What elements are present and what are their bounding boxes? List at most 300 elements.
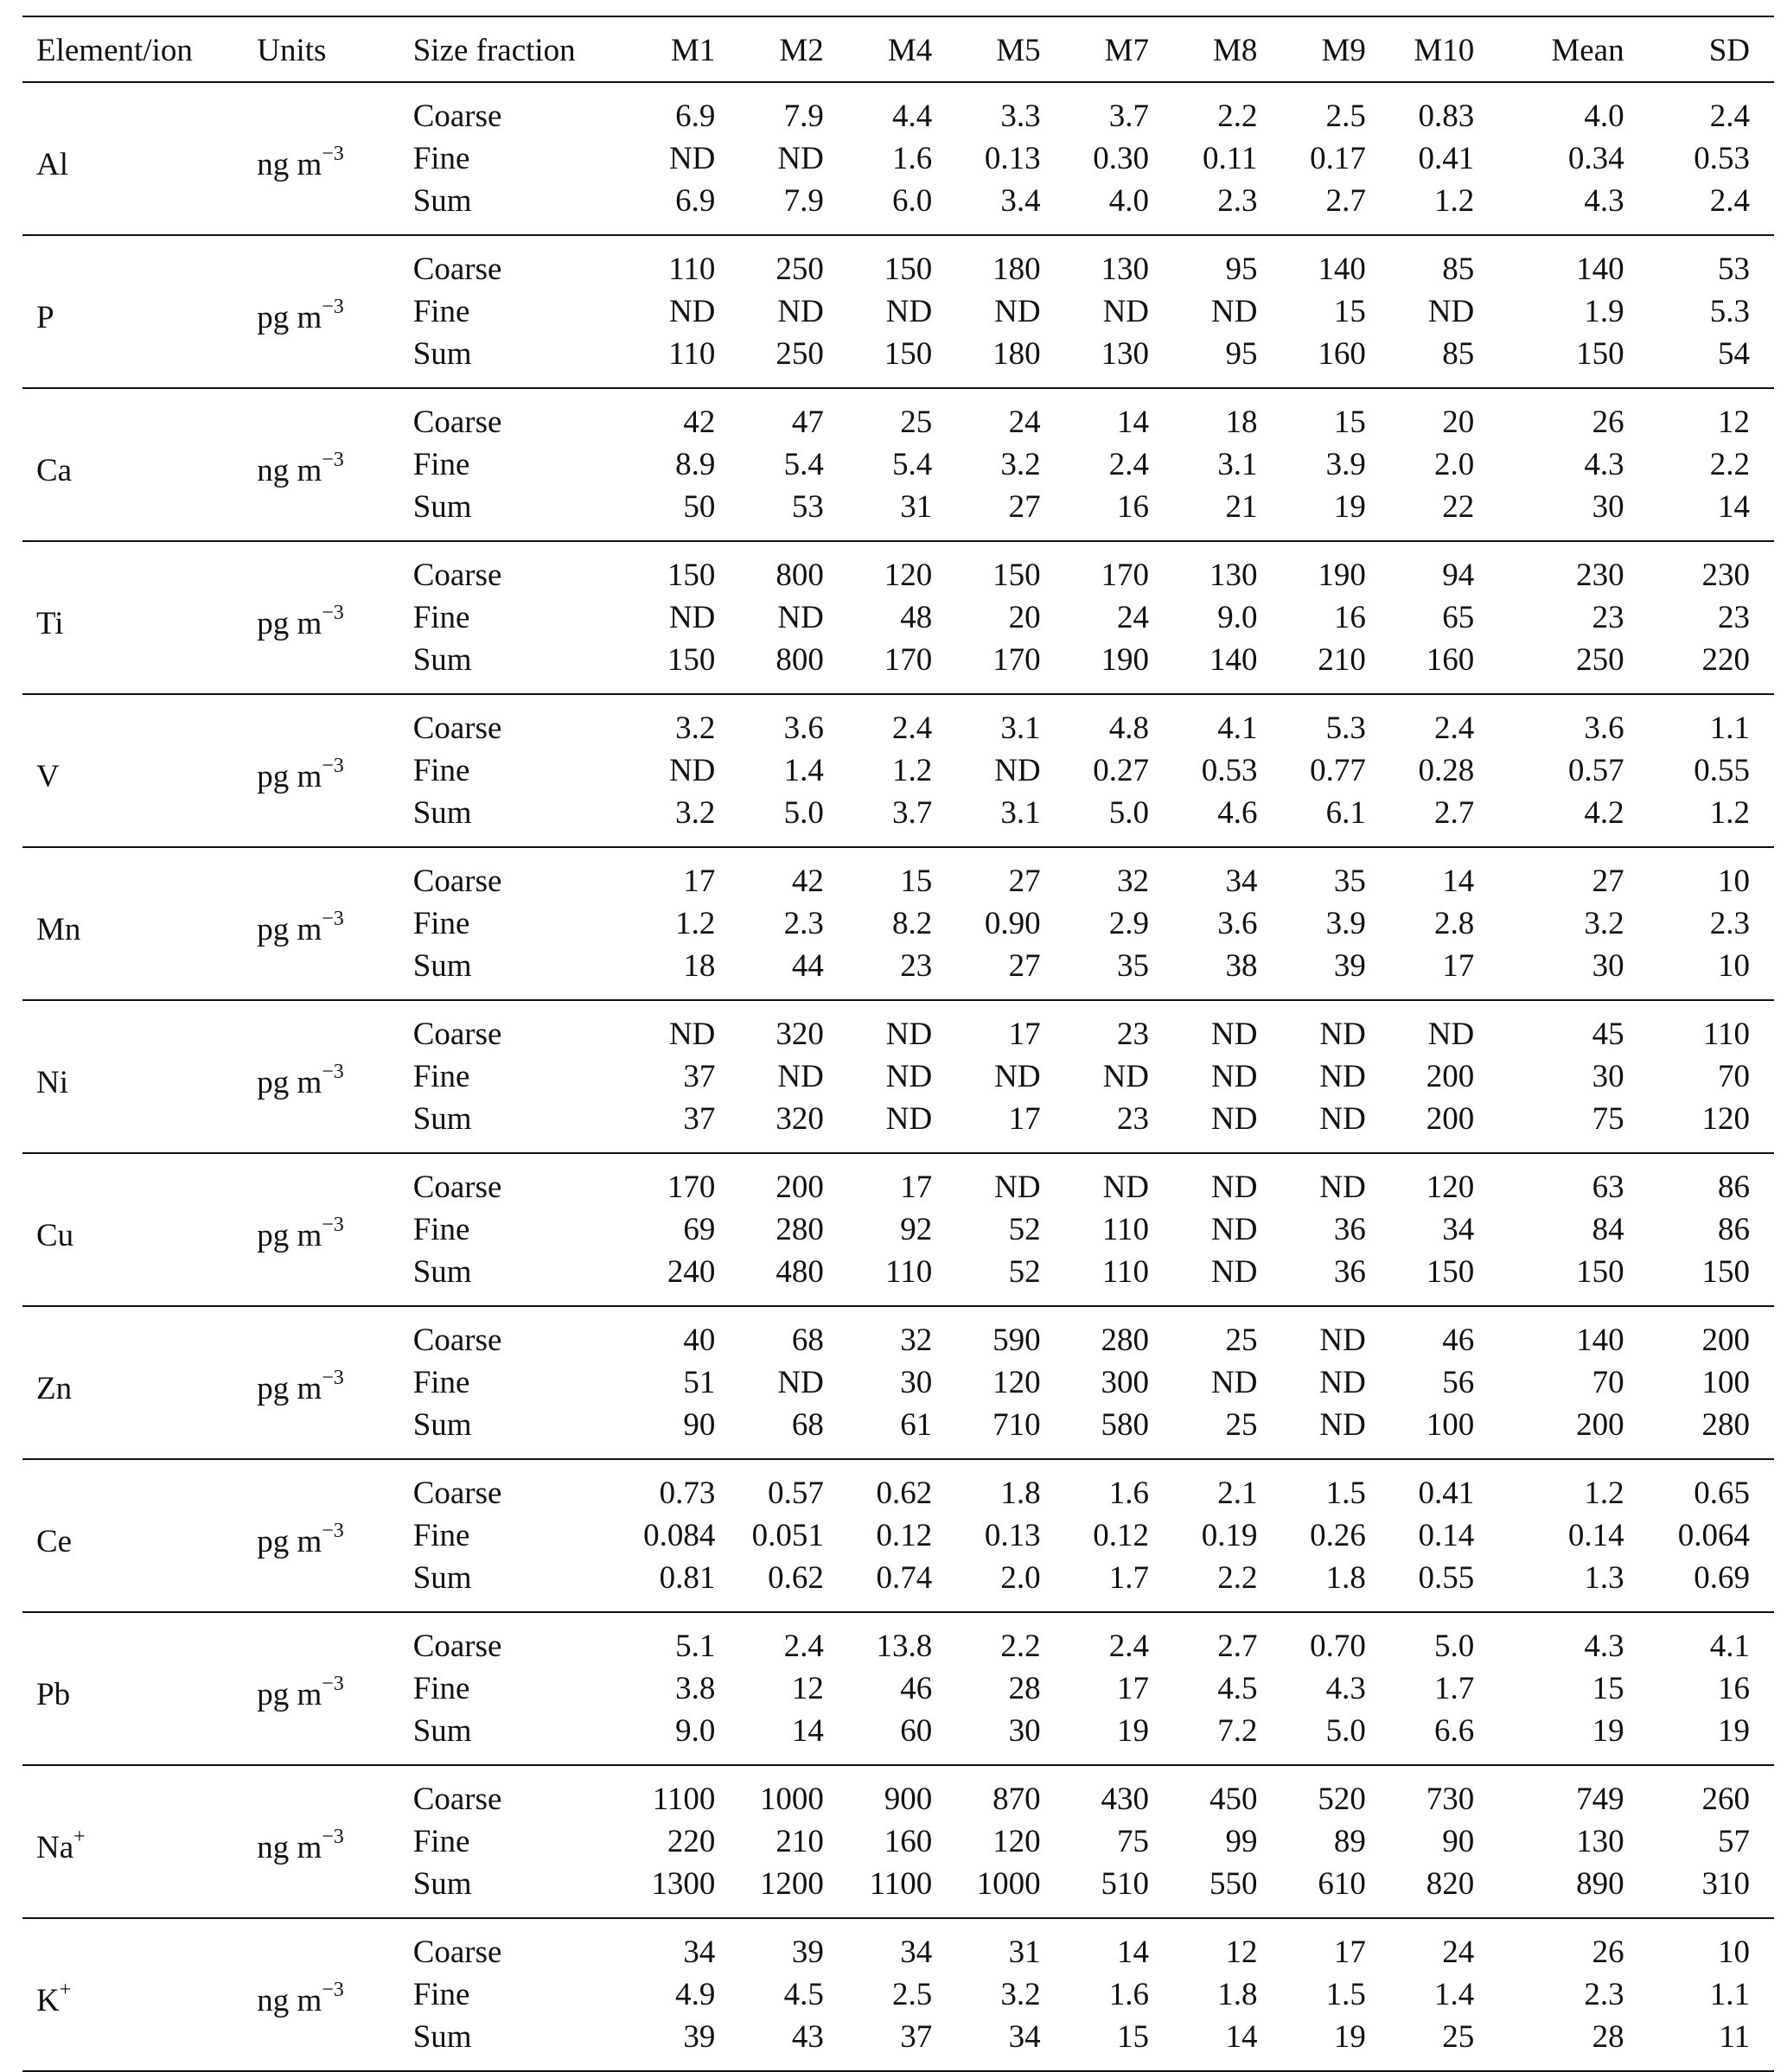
value-cell: 2.2 bbox=[1709, 447, 1750, 482]
value-cell: 23 bbox=[900, 948, 933, 984]
value-cell: 130 bbox=[1101, 336, 1150, 372]
value-cell: ND bbox=[994, 1170, 1041, 1205]
value-cell: 3.3 bbox=[1000, 99, 1041, 134]
value-cell: 2.4 bbox=[1108, 1629, 1150, 1664]
value-cell: ND bbox=[1319, 1365, 1366, 1400]
value-cell: 0.19 bbox=[1201, 1518, 1258, 1553]
value-cell: 27 bbox=[1008, 489, 1041, 525]
value-cell: 24 bbox=[1008, 405, 1041, 440]
value-cell: 34 bbox=[1225, 864, 1258, 899]
value-cell: 2.0 bbox=[1000, 1560, 1041, 1596]
value-cell: 37 bbox=[683, 1059, 716, 1094]
value-cell: 2.2 bbox=[1000, 1629, 1041, 1664]
value-cell: 6.9 bbox=[675, 183, 716, 219]
element-name: P bbox=[36, 300, 54, 335]
table-row bbox=[22, 1765, 1774, 1820]
value-cell: ND bbox=[1102, 294, 1150, 329]
value-cell: 4.3 bbox=[1325, 1671, 1366, 1706]
value-cell: ND bbox=[668, 600, 716, 635]
value-cell: 480 bbox=[775, 1254, 824, 1290]
value-cell: 5.3 bbox=[1709, 294, 1750, 329]
size-fraction-cell: Coarse bbox=[412, 1323, 502, 1358]
value-cell: 4.3 bbox=[1584, 1629, 1624, 1664]
value-cell: 17 bbox=[1008, 1101, 1041, 1137]
value-cell: ND bbox=[1210, 1212, 1258, 1247]
value-cell: 1.6 bbox=[1108, 1977, 1150, 2012]
value-cell: 90 bbox=[683, 1407, 716, 1443]
size-fraction-cell: Fine bbox=[412, 447, 470, 482]
element-concentration-table bbox=[22, 16, 1774, 2072]
value-cell: 2.9 bbox=[1108, 906, 1150, 941]
value-cell: 15 bbox=[1117, 2019, 1150, 2055]
unit-label: pg $m^{-3}$ bbox=[257, 1519, 344, 1559]
value-cell: 11 bbox=[1719, 2019, 1750, 2055]
value-cell: 4.0 bbox=[1108, 183, 1150, 219]
size-fraction-cell: Coarse bbox=[412, 1782, 502, 1817]
value-cell: 0.62 bbox=[876, 1476, 933, 1511]
value-cell: 1.1 bbox=[1709, 1977, 1750, 2012]
value-cell: 25 bbox=[1225, 1323, 1258, 1358]
value-cell: 5.3 bbox=[1325, 711, 1366, 746]
table-row bbox=[22, 388, 1774, 443]
value-cell: ND bbox=[1427, 1017, 1475, 1052]
value-cell: ND bbox=[777, 1059, 824, 1094]
value-cell: 4.3 bbox=[1584, 183, 1624, 219]
size-fraction-cell: Sum bbox=[412, 336, 472, 372]
element-name: K+ bbox=[36, 1978, 72, 2018]
value-cell: 4.6 bbox=[1217, 795, 1258, 831]
value-cell: 0.13 bbox=[984, 1518, 1041, 1553]
value-cell: ND bbox=[1427, 294, 1475, 329]
value-cell: 10 bbox=[1718, 1935, 1750, 1970]
value-cell: 38 bbox=[1225, 948, 1258, 984]
value-cell: 63 bbox=[1592, 1170, 1624, 1205]
unit-label: ng $m^{-3}$ bbox=[257, 448, 344, 488]
value-cell: 0.41 bbox=[1418, 141, 1475, 176]
value-cell: 200 bbox=[1576, 1407, 1624, 1443]
value-cell: 19 bbox=[1333, 489, 1366, 525]
size-fraction-cell: Sum bbox=[412, 1101, 472, 1137]
value-cell: 24 bbox=[1117, 600, 1150, 635]
value-cell: 870 bbox=[992, 1782, 1041, 1817]
table-container bbox=[22, 16, 1774, 2072]
header-row bbox=[22, 16, 1774, 82]
value-cell: ND bbox=[1210, 1254, 1258, 1290]
value-cell: 56 bbox=[1442, 1365, 1475, 1400]
value-cell: 46 bbox=[1442, 1323, 1475, 1358]
value-cell: 320 bbox=[775, 1101, 824, 1137]
value-cell: 150 bbox=[992, 558, 1041, 593]
value-cell: 1.7 bbox=[1434, 1671, 1475, 1706]
value-cell: 220 bbox=[667, 1824, 716, 1859]
value-cell: 280 bbox=[775, 1212, 824, 1247]
element-name: Al bbox=[36, 147, 68, 182]
table-row bbox=[22, 1612, 1774, 1667]
value-cell: 20 bbox=[1008, 600, 1041, 635]
element-group bbox=[22, 847, 1774, 1000]
value-cell: 31 bbox=[900, 489, 933, 525]
value-cell: 1.8 bbox=[1325, 1560, 1366, 1596]
value-cell: 25 bbox=[1442, 2019, 1475, 2055]
value-cell: 230 bbox=[1576, 558, 1624, 593]
table-row bbox=[22, 82, 1774, 137]
value-cell: 120 bbox=[992, 1824, 1041, 1859]
header-m8: M8 bbox=[1213, 32, 1258, 68]
size-fraction-cell: Coarse bbox=[412, 558, 502, 593]
header-m2: M2 bbox=[779, 32, 824, 68]
value-cell: 890 bbox=[1576, 1866, 1624, 1902]
value-cell: 9.0 bbox=[1217, 600, 1258, 635]
header-units: Units bbox=[257, 32, 327, 68]
value-cell: 61 bbox=[900, 1407, 933, 1443]
value-cell: 68 bbox=[791, 1323, 824, 1358]
value-cell: 2.4 bbox=[783, 1629, 824, 1664]
value-cell: 15 bbox=[900, 864, 933, 899]
unit-label: ng $m^{-3}$ bbox=[257, 142, 344, 182]
value-cell: 140 bbox=[1576, 252, 1624, 287]
header-m10: M10 bbox=[1414, 32, 1475, 68]
value-cell: 50 bbox=[683, 489, 716, 525]
value-cell: 5.0 bbox=[1325, 1713, 1366, 1749]
value-cell: 150 bbox=[884, 252, 933, 287]
value-cell: 5.4 bbox=[783, 447, 824, 482]
value-cell: 2.2 bbox=[1217, 99, 1258, 134]
value-cell: 84 bbox=[1592, 1212, 1624, 1247]
value-cell: 0.55 bbox=[1694, 753, 1750, 788]
value-cell: 57 bbox=[1718, 1824, 1750, 1859]
table-row bbox=[22, 541, 1774, 596]
unit-label: ng $m^{-3}$ bbox=[257, 1825, 344, 1865]
value-cell: 0.14 bbox=[1418, 1518, 1475, 1553]
value-cell: 150 bbox=[1576, 1254, 1624, 1290]
value-cell: 19 bbox=[1333, 2019, 1366, 2055]
header-mean: Mean bbox=[1551, 32, 1624, 68]
value-cell: 1.8 bbox=[1217, 1977, 1258, 2012]
value-cell: 3.6 bbox=[1217, 906, 1258, 941]
value-cell: 0.28 bbox=[1418, 753, 1475, 788]
value-cell: ND bbox=[1102, 1170, 1150, 1205]
value-cell: 130 bbox=[1209, 558, 1258, 593]
element-group bbox=[22, 1459, 1774, 1612]
value-cell: 26 bbox=[1592, 1935, 1624, 1970]
value-cell: 4.1 bbox=[1709, 1629, 1750, 1664]
value-cell: 190 bbox=[1318, 558, 1366, 593]
value-cell: 220 bbox=[1701, 642, 1750, 678]
size-fraction-cell: Coarse bbox=[412, 864, 502, 899]
size-fraction-cell: Sum bbox=[412, 1560, 472, 1596]
value-cell: 0.11 bbox=[1203, 141, 1258, 176]
value-cell: 16 bbox=[1117, 489, 1150, 525]
value-cell: 54 bbox=[1718, 336, 1750, 372]
value-cell: 14 bbox=[1117, 405, 1150, 440]
value-cell: 1.6 bbox=[891, 141, 933, 176]
value-cell: 2.5 bbox=[891, 1977, 933, 2012]
value-cell: 1.7 bbox=[1108, 1560, 1150, 1596]
value-cell: 92 bbox=[900, 1212, 933, 1247]
value-cell: 15 bbox=[1333, 294, 1366, 329]
value-cell: 1.8 bbox=[1000, 1476, 1041, 1511]
value-cell: 1.3 bbox=[1584, 1560, 1624, 1596]
value-cell: 4.3 bbox=[1584, 447, 1624, 482]
table-row bbox=[22, 1153, 1774, 1208]
element-group bbox=[22, 1153, 1774, 1306]
value-cell: ND bbox=[777, 141, 824, 176]
value-cell: 100 bbox=[1426, 1407, 1475, 1443]
value-cell: 75 bbox=[1117, 1824, 1150, 1859]
value-cell: 1.4 bbox=[783, 753, 824, 788]
value-cell: 120 bbox=[992, 1365, 1041, 1400]
value-cell: 900 bbox=[884, 1782, 933, 1817]
value-cell: 3.7 bbox=[1108, 99, 1150, 134]
value-cell: 0.41 bbox=[1418, 1476, 1475, 1511]
value-cell: 85 bbox=[1442, 336, 1475, 372]
value-cell: 14 bbox=[1225, 2019, 1258, 2055]
value-cell: 4.5 bbox=[783, 1977, 824, 2012]
value-cell: 32 bbox=[1117, 864, 1150, 899]
value-cell: 17 bbox=[1442, 948, 1475, 984]
value-cell: 130 bbox=[1576, 1824, 1624, 1859]
element-name: Pb bbox=[36, 1677, 71, 1712]
value-cell: 120 bbox=[1701, 1101, 1750, 1137]
size-fraction-cell: Fine bbox=[412, 1824, 470, 1859]
value-cell: 2.4 bbox=[1108, 447, 1150, 482]
value-cell: 90 bbox=[1442, 1824, 1475, 1859]
value-cell: ND bbox=[1210, 1059, 1258, 1094]
value-cell: 52 bbox=[1008, 1254, 1041, 1290]
value-cell: 16 bbox=[1333, 600, 1366, 635]
value-cell: 17 bbox=[683, 864, 716, 899]
value-cell: 0.53 bbox=[1201, 753, 1258, 788]
value-cell: 43 bbox=[791, 2019, 824, 2055]
value-cell: 200 bbox=[775, 1170, 824, 1205]
value-cell: 14 bbox=[1117, 1935, 1150, 1970]
size-fraction-cell: Fine bbox=[412, 294, 470, 329]
size-fraction-cell: Fine bbox=[412, 1212, 470, 1247]
element-name: Ca bbox=[36, 453, 73, 488]
value-cell: 34 bbox=[900, 1935, 933, 1970]
value-cell: 23 bbox=[1592, 600, 1624, 635]
value-cell: 10 bbox=[1718, 864, 1750, 899]
value-cell: 1.2 bbox=[675, 906, 716, 941]
size-fraction-cell: Sum bbox=[412, 1407, 472, 1443]
value-cell: 13.8 bbox=[876, 1629, 933, 1664]
value-cell: 730 bbox=[1426, 1782, 1475, 1817]
value-cell: 140 bbox=[1318, 252, 1366, 287]
value-cell: ND bbox=[1319, 1407, 1366, 1443]
header-m7: M7 bbox=[1104, 32, 1150, 68]
value-cell: 130 bbox=[1101, 252, 1150, 287]
value-cell: ND bbox=[777, 600, 824, 635]
value-cell: 31 bbox=[1008, 1935, 1041, 1970]
size-fraction-cell: Fine bbox=[412, 1977, 470, 2012]
value-cell: 1.2 bbox=[1709, 795, 1750, 831]
value-cell: 1200 bbox=[759, 1866, 824, 1902]
value-cell: 4.5 bbox=[1217, 1671, 1258, 1706]
value-cell: 99 bbox=[1225, 1824, 1258, 1859]
value-cell: ND bbox=[777, 1365, 824, 1400]
value-cell: 25 bbox=[1225, 1407, 1258, 1443]
unit-label: pg $m^{-3}$ bbox=[257, 1213, 344, 1253]
element-name: V bbox=[36, 759, 60, 794]
header-size-fraction: Size fraction bbox=[412, 32, 576, 68]
header-m4: M4 bbox=[887, 32, 933, 68]
value-cell: 60 bbox=[900, 1713, 933, 1749]
size-fraction-cell: Coarse bbox=[412, 1017, 502, 1052]
value-cell: 0.084 bbox=[643, 1518, 716, 1553]
value-cell: 22 bbox=[1442, 489, 1475, 525]
value-cell: 250 bbox=[1576, 642, 1624, 678]
value-cell: 10 bbox=[1718, 948, 1750, 984]
value-cell: 28 bbox=[1008, 1671, 1041, 1706]
value-cell: 8.9 bbox=[675, 447, 716, 482]
value-cell: 1.1 bbox=[1709, 711, 1750, 746]
value-cell: 0.30 bbox=[1093, 141, 1150, 176]
value-cell: 35 bbox=[1117, 948, 1150, 984]
value-cell: 15 bbox=[1592, 1671, 1624, 1706]
value-cell: 3.6 bbox=[1584, 711, 1624, 746]
value-cell: 180 bbox=[992, 336, 1041, 372]
value-cell: 39 bbox=[683, 2019, 716, 2055]
value-cell: 430 bbox=[1101, 1782, 1150, 1817]
value-cell: 4.0 bbox=[1584, 99, 1624, 134]
element-name: Na+ bbox=[36, 1825, 86, 1865]
element-group bbox=[22, 1612, 1774, 1765]
value-cell: 0.74 bbox=[876, 1560, 933, 1596]
value-cell: 100 bbox=[1701, 1365, 1750, 1400]
value-cell: 37 bbox=[900, 2019, 933, 2055]
value-cell: ND bbox=[885, 1101, 933, 1137]
value-cell: ND bbox=[1102, 1059, 1150, 1094]
size-fraction-cell: Coarse bbox=[412, 405, 502, 440]
element-name: Zn bbox=[36, 1371, 73, 1406]
value-cell: 30 bbox=[1592, 1059, 1624, 1094]
value-cell: 1100 bbox=[652, 1782, 716, 1817]
value-cell: 12 bbox=[1718, 405, 1750, 440]
table-row bbox=[22, 1000, 1774, 1055]
value-cell: 110 bbox=[885, 1254, 933, 1290]
value-cell: 94 bbox=[1442, 558, 1475, 593]
value-cell: 150 bbox=[667, 642, 716, 678]
value-cell: 3.9 bbox=[1325, 906, 1366, 941]
value-cell: 300 bbox=[1101, 1365, 1150, 1400]
value-cell: 2.7 bbox=[1217, 1629, 1258, 1664]
value-cell: 1100 bbox=[869, 1866, 933, 1902]
value-cell: 14 bbox=[1442, 864, 1475, 899]
value-cell: 200 bbox=[1701, 1323, 1750, 1358]
value-cell: 2.4 bbox=[891, 711, 933, 746]
value-cell: 520 bbox=[1318, 1782, 1366, 1817]
value-cell: 140 bbox=[1209, 642, 1258, 678]
value-cell: 1.6 bbox=[1108, 1476, 1150, 1511]
value-cell: 2.4 bbox=[1709, 183, 1750, 219]
value-cell: 1.2 bbox=[891, 753, 933, 788]
unit-label: pg $m^{-3}$ bbox=[257, 601, 344, 641]
size-fraction-cell: Sum bbox=[412, 1254, 472, 1290]
value-cell: 0.12 bbox=[1093, 1518, 1150, 1553]
value-cell: 150 bbox=[667, 558, 716, 593]
size-fraction-cell: Fine bbox=[412, 1518, 470, 1553]
value-cell: 5.0 bbox=[1434, 1629, 1475, 1664]
value-cell: 89 bbox=[1333, 1824, 1366, 1859]
value-cell: 5.0 bbox=[1108, 795, 1150, 831]
value-cell: 510 bbox=[1101, 1866, 1150, 1902]
unit-label: pg $m^{-3}$ bbox=[257, 754, 344, 794]
value-cell: 6.6 bbox=[1434, 1713, 1475, 1749]
value-cell: 2.3 bbox=[783, 906, 824, 941]
value-cell: ND bbox=[1210, 1365, 1258, 1400]
size-fraction-cell: Coarse bbox=[412, 252, 502, 287]
value-cell: 45 bbox=[1592, 1017, 1624, 1052]
table-header bbox=[22, 16, 1774, 82]
value-cell: 0.83 bbox=[1418, 99, 1475, 134]
element-group bbox=[22, 235, 1774, 388]
value-cell: 3.1 bbox=[1217, 447, 1258, 482]
value-cell: 12 bbox=[791, 1671, 824, 1706]
value-cell: 210 bbox=[1318, 642, 1366, 678]
value-cell: 820 bbox=[1426, 1866, 1475, 1902]
value-cell: 27 bbox=[1008, 864, 1041, 899]
value-cell: 23 bbox=[1117, 1101, 1150, 1137]
value-cell: 3.7 bbox=[891, 795, 933, 831]
value-cell: 0.13 bbox=[984, 141, 1041, 176]
value-cell: 1300 bbox=[651, 1866, 716, 1902]
value-cell: 46 bbox=[900, 1671, 933, 1706]
size-fraction-cell: Fine bbox=[412, 1671, 470, 1706]
value-cell: 2.7 bbox=[1434, 795, 1475, 831]
header-m9: M9 bbox=[1321, 32, 1366, 68]
value-cell: 0.70 bbox=[1310, 1629, 1366, 1664]
table-row bbox=[22, 235, 1774, 290]
value-cell: ND bbox=[668, 1017, 716, 1052]
element-name: Ni bbox=[36, 1065, 68, 1100]
value-cell: 6.0 bbox=[891, 183, 933, 219]
value-cell: 160 bbox=[884, 1824, 933, 1859]
value-cell: 3.1 bbox=[1000, 711, 1041, 746]
value-cell: ND bbox=[1210, 1101, 1258, 1137]
header-element: Element/ion bbox=[36, 32, 193, 68]
value-cell: 16 bbox=[1718, 1671, 1750, 1706]
value-cell: 26 bbox=[1592, 405, 1624, 440]
table-row bbox=[22, 1306, 1774, 1361]
value-cell: 150 bbox=[1426, 1254, 1475, 1290]
value-cell: 1.2 bbox=[1434, 183, 1475, 219]
value-cell: 53 bbox=[791, 489, 824, 525]
value-cell: 550 bbox=[1209, 1866, 1258, 1902]
value-cell: 2.7 bbox=[1325, 183, 1366, 219]
value-cell: 30 bbox=[900, 1365, 933, 1400]
value-cell: 3.4 bbox=[1000, 183, 1041, 219]
value-cell: 47 bbox=[791, 405, 824, 440]
value-cell: 1.4 bbox=[1434, 1977, 1475, 2012]
value-cell: 18 bbox=[683, 948, 716, 984]
value-cell: 0.57 bbox=[1567, 753, 1624, 788]
value-cell: 24 bbox=[1442, 1935, 1475, 1970]
value-cell: 250 bbox=[775, 252, 824, 287]
value-cell: ND bbox=[885, 1059, 933, 1094]
size-fraction-cell: Coarse bbox=[412, 99, 502, 134]
value-cell: 19 bbox=[1718, 1713, 1750, 1749]
value-cell: 3.1 bbox=[1000, 795, 1041, 831]
value-cell: 0.81 bbox=[659, 1560, 716, 1596]
value-cell: 23 bbox=[1117, 1017, 1150, 1052]
value-cell: ND bbox=[994, 294, 1041, 329]
value-cell: 3.2 bbox=[1584, 906, 1624, 941]
value-cell: 7.9 bbox=[783, 99, 824, 134]
value-cell: 34 bbox=[683, 1935, 716, 1970]
value-cell: 170 bbox=[884, 642, 933, 678]
value-cell: 70 bbox=[1592, 1365, 1624, 1400]
value-cell: 7.9 bbox=[783, 183, 824, 219]
